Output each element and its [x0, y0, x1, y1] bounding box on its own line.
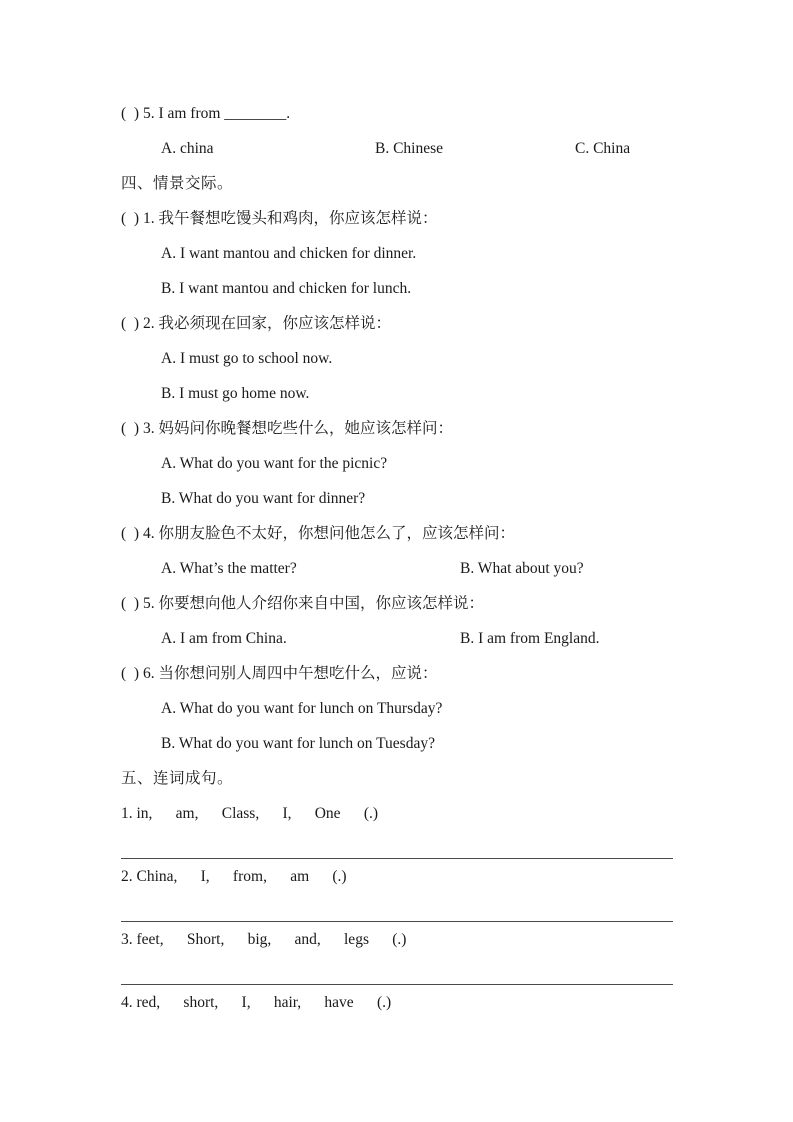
question-5-option-a: A. I am from China.	[161, 630, 287, 647]
answer-blank-line-3	[121, 957, 673, 985]
question-6	[121, 656, 673, 761]
rearrange-item-1	[121, 796, 673, 859]
rearrange-item-4	[121, 985, 673, 1020]
question-4-options-row	[121, 551, 673, 586]
question-1-option-a: A. I want mantou and chicken for dinner.	[161, 245, 417, 262]
question-5-options-row	[121, 621, 673, 656]
question-1	[121, 201, 673, 306]
section-four	[121, 166, 673, 761]
answer-blank-line-1	[121, 831, 673, 859]
question-3-stem: ( ) 3. 妈妈问你晚餐想吃些什么，她应该怎样问：	[121, 420, 453, 437]
rearrange-words-1: 1. in, am, Class, I, One (.)	[121, 805, 379, 822]
question-2-stem: ( ) 2. 我必须现在回家，你应该怎样说：	[121, 315, 391, 332]
question-1-stem: ( ) 1. 我午餐想吃馒头和鸡肉，你应该怎样说：	[121, 210, 438, 227]
question-5-option-b: B. I am from England.	[460, 630, 600, 647]
question-4-option-a: A. What’s the matter?	[161, 560, 297, 577]
question-3-option-b: B. What do you want for dinner?	[161, 490, 366, 507]
rearrange-item-2	[121, 859, 673, 922]
question-5-stem: ( ) 5. 你要想向他人介绍你来自中国，你应该怎样说：	[121, 595, 484, 612]
question-6-stem: ( ) 6. 当你想问别人周四中午想吃什么，应说：	[121, 665, 438, 682]
question-3-option-a: A. What do you want for the picnic?	[161, 455, 388, 472]
rearrange-words-3: 3. feet, Short, big, and, legs (.)	[121, 931, 407, 948]
question-4	[121, 516, 673, 586]
lead-question	[121, 96, 673, 166]
rearrange-words-4: 4. red, short, I, hair, have (.)	[121, 994, 392, 1011]
question-4-option-b: B. What about you?	[460, 560, 584, 577]
question-6-option-a: A. What do you want for lunch on Thursday?	[161, 700, 443, 717]
lead-option-a: A. china	[161, 140, 214, 157]
question-5	[121, 586, 673, 656]
question-2	[121, 306, 673, 411]
lead-question-stem: ( ) 5. I am from ________.	[121, 105, 291, 122]
section-four-title: 四、情景交际。	[121, 175, 234, 192]
rearrange-item-3	[121, 922, 673, 985]
question-1-option-b: B. I want mantou and chicken for lunch.	[161, 280, 412, 297]
question-4-stem: ( ) 4. 你朋友脸色不太好，你想问他怎么了，应该怎样问：	[121, 525, 515, 542]
lead-option-b: B. Chinese	[375, 140, 444, 157]
question-2-option-a: A. I must go to school now.	[161, 350, 333, 367]
rearrange-words-2: 2. China, I, from, am (.)	[121, 868, 347, 885]
question-6-option-b: B. What do you want for lunch on Tuesday?	[161, 735, 435, 752]
section-five	[121, 761, 673, 1020]
question-2-option-b: B. I must go home now.	[161, 385, 310, 402]
lead-option-c: C. China	[575, 140, 631, 157]
question-3	[121, 411, 673, 516]
lead-question-options-row	[121, 131, 673, 166]
section-five-title: 五、连词成句。	[121, 770, 234, 787]
answer-blank-line-2	[121, 894, 673, 922]
